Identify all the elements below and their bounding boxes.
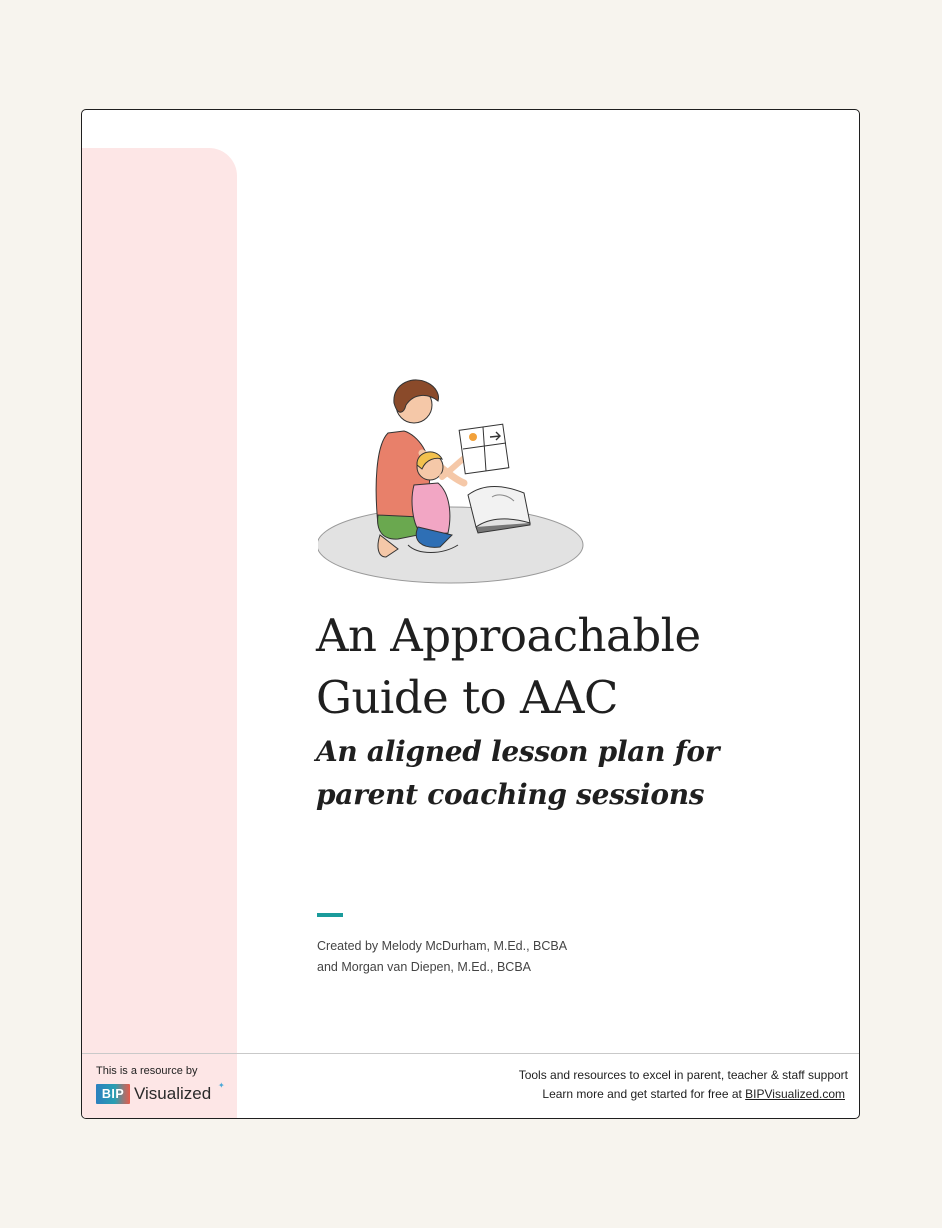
- accent-rule: [317, 913, 343, 917]
- document-subtitle: [316, 730, 786, 816]
- sparkle-icon: ✦: [218, 1081, 225, 1090]
- subtitle-line-2: parent coaching sessions: [316, 778, 705, 811]
- title-line-1: An Approachable: [316, 609, 701, 662]
- resource-by-label: This is a resource by: [96, 1065, 198, 1077]
- logo-badge: BIP: [96, 1084, 130, 1104]
- footer-divider: [82, 1053, 859, 1054]
- footer-tagline: Tools and resources to excel in parent, teacher & staff support: [518, 1068, 848, 1082]
- website-link[interactable]: BIPVisualized.com: [745, 1087, 845, 1101]
- subtitle-line-1: An aligned lesson plan for: [316, 735, 720, 768]
- side-color-band: [82, 148, 237, 1119]
- credit-line-1: Created by Melody McDurham, M.Ed., BCBA: [317, 939, 568, 953]
- parent-child-aac-illustration: [318, 365, 590, 587]
- cover-page: [81, 109, 860, 1119]
- credit-line-2: and Morgan van Diepen, M.Ed., BCBA: [317, 960, 532, 974]
- title-line-2: Guide to AAC: [316, 671, 618, 724]
- learn-more-text: Learn more and get started for free at: [542, 1087, 746, 1101]
- footer-learn-more: [542, 1087, 845, 1101]
- logo-wordmark: Visualized: [134, 1084, 212, 1103]
- document-title: [316, 605, 786, 729]
- bip-visualized-logo: [96, 1081, 225, 1104]
